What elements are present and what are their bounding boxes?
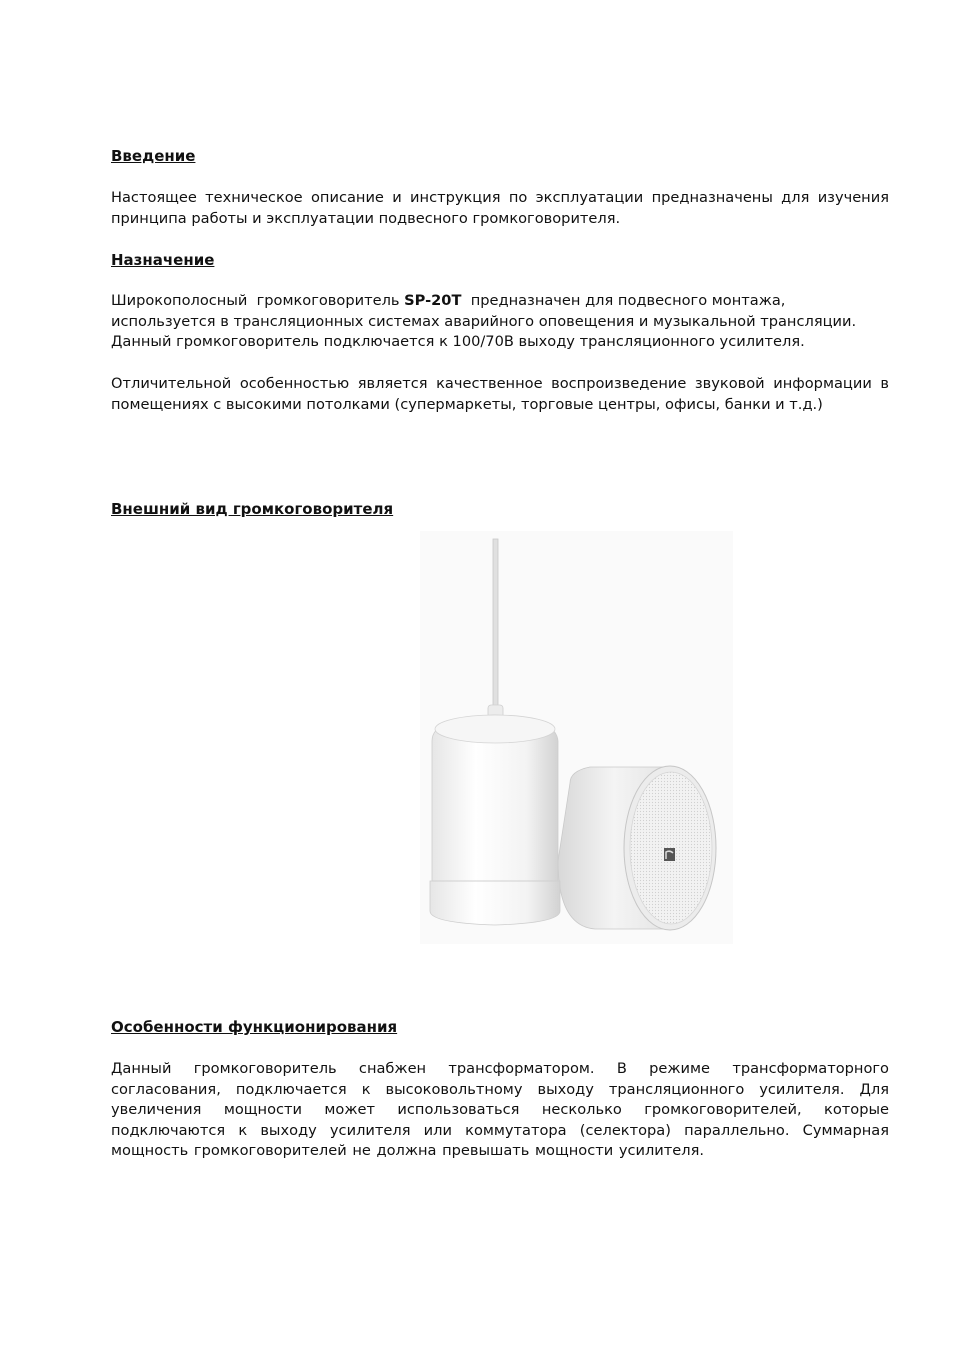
purpose-paragraph-2: Отличительной особенностью является качественное воспроизведение звуковой информации в помещениях с высокими потолками (супермаркеты, торговые центры, офисы, банки и т.д.) — [111, 375, 889, 413]
intro-heading: Введение — [111, 147, 196, 165]
model-name: SP-20T — [404, 292, 462, 309]
speaker-photo — [420, 531, 733, 944]
speaker-side-view — [558, 766, 716, 930]
purpose-line-1 — [111, 291, 889, 312]
hanging-rod — [493, 539, 498, 709]
appearance-heading: Внешний вид громкоговорителя — [111, 500, 394, 518]
purpose-line-2: используется в трансляционных системах аварийного оповещения и музыкальной трансляции. — [111, 312, 857, 330]
purpose-text-before: Широкополосный громкоговоритель — [111, 292, 405, 309]
purpose-heading: Назначение — [111, 251, 215, 269]
intro-text: Настоящее техническое описание и инструкция по эксплуатации предназначены для изучения принципа работы и эксплуатации подвесного громкоговорителя. — [111, 189, 889, 227]
purpose-text-after: предназначен для подвесного монтажа, — [461, 292, 786, 309]
features-text: Данный громкоговоритель снабжен трансформатором. В режиме трансформаторного согласования, подключается к высоковольтному выходу трансляционного усилителя. Для увеличения мощности может использоваться несколько громкоговорителей, которые подключаются к выходу усилителя или коммутатора (селектора) параллельно. Суммарная мощность громкоговорителей не должна превышать мощности усилителя. — [111, 1060, 889, 1159]
purpose-line-3: Данный громкоговоритель подключается к 100/70В выходу трансляционного усилителя. — [111, 333, 805, 350]
speaker-front-view — [430, 715, 560, 925]
features-heading: Особенности функционирования — [111, 1018, 398, 1036]
purpose-paragraph-1 — [111, 291, 889, 353]
